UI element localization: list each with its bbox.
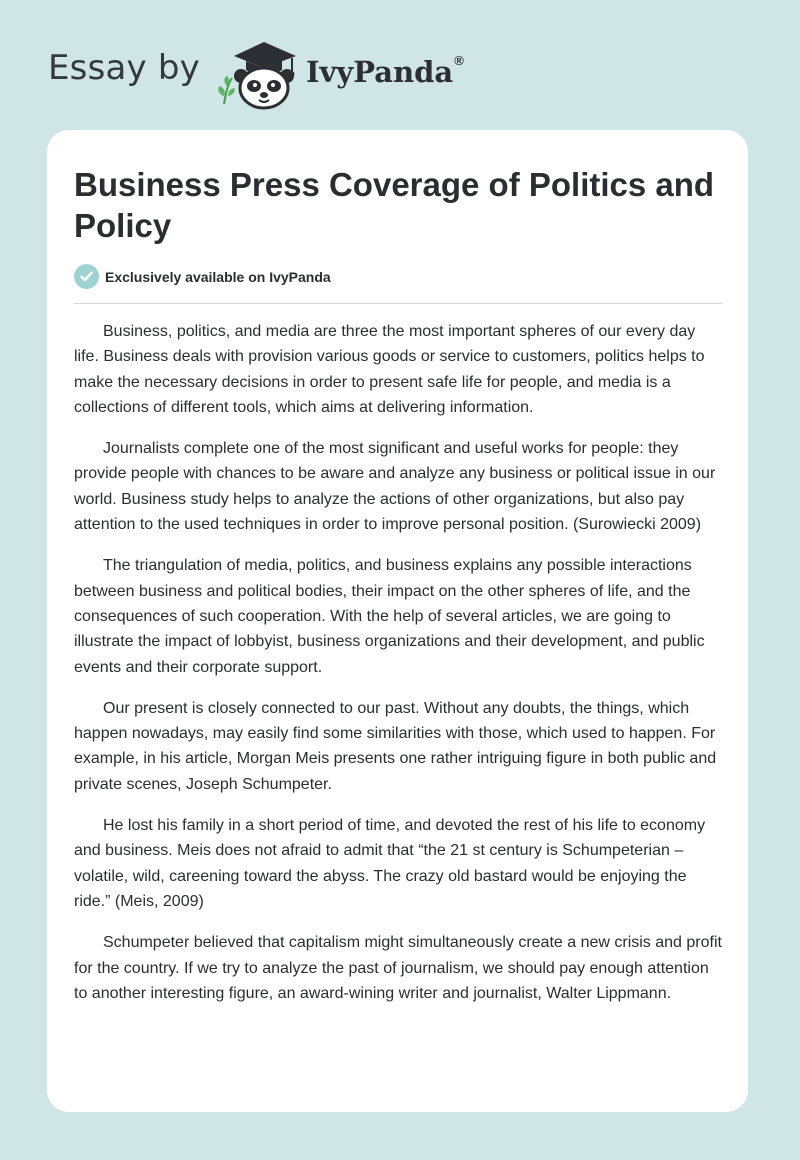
divider <box>74 303 723 304</box>
paragraph: Business, politics, and media are three the most important spheres of our every day life. Business deals with provision various goods or service to customers, politics helps to make the necessary decisions in order to present safe life for people, and media is a collections of different tools, which aims at delivering information. <box>74 323 705 416</box>
check-circle-icon <box>74 264 99 289</box>
paragraph: Our present is closely connected to our past. Without any doubts, the things, which happen nowadays, may easily find some similarities with those, which used to happen. For example, in his article, Morgan Meis presents one rather intriguing figure in both public and private scenes, Joseph Schumpeter. <box>74 699 717 793</box>
paragraph: Schumpeter believed that capitalism might simultaneously create a new crisis and profit for the country. If we try to analyze the past of journalism, we should pay enough attention to another interesting figure, an award-wining writer and journalist, Walter Lippmann. <box>74 934 722 1002</box>
paragraph: The triangulation of media, politics, and business explains any possible interactions between business and political bodies, their impact on the other spheres of life, and the consequences of such cooperation. With the help of several articles, we are going to illustrate the impact of lobbyist, business organizations and their development, and public events and their corporate support. <box>74 557 705 676</box>
panda-graduate-logo-icon[interactable] <box>214 34 300 110</box>
site-header <box>48 32 464 112</box>
paragraph: He lost his family in a short period of time, and devoted the rest of his life to economy and business. Meis does not afraid to admit that “the 21 st century is Schumpeterian – volatile, wild, careening toward the abyss. The crazy old bastard would be enjoying the ride.” (Meis, 2009) <box>74 817 706 910</box>
registered-mark: ® <box>454 53 464 68</box>
brand-name[interactable] <box>306 55 464 89</box>
brand-text: IvyPanda <box>305 55 454 89</box>
paragraph: Journalists complete one of the most significant and useful works for people: they provide people with chances to be aware and analyze any business or political issue in our world. Business study helps to analyze the actions of other organizations, but also pay attention to the used techniques in order to improve personal position. (Surowiecki 2009) <box>74 440 716 534</box>
exclusive-badge-label: Exclusively available on IvyPanda <box>105 268 331 285</box>
essay-body <box>74 319 724 1022</box>
exclusive-badge <box>74 264 331 289</box>
essay-by-label: Essay by <box>48 48 200 88</box>
essay-card <box>47 130 748 1112</box>
page-title: Business Press Coverage of Politics and Policy <box>74 166 715 244</box>
